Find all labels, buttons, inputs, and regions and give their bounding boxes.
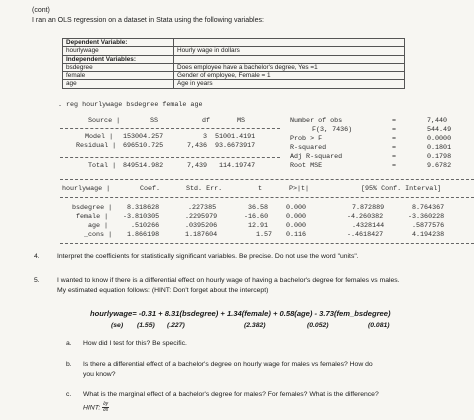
t-value: 12.91 xyxy=(248,222,269,230)
p-header: P>|t| xyxy=(289,185,310,193)
coef-var-header: hourlywage | xyxy=(62,185,111,193)
fit-f-eq: = xyxy=(392,126,397,134)
sub-a-text: How did I test for this? Be specific. xyxy=(83,340,187,347)
se-value: (0.052) xyxy=(307,322,329,329)
fit-adjr2-label: Adj R-squared xyxy=(290,153,343,161)
q4-number: 4. xyxy=(34,253,40,260)
var-desc: Age in years xyxy=(174,80,405,88)
var-desc: Hourly wage in dollars xyxy=(174,47,405,55)
divider xyxy=(60,128,280,129)
anova-total-label: Total | xyxy=(88,162,117,170)
table-row xyxy=(63,39,405,47)
ci-high: 4.194238 xyxy=(412,231,445,239)
independent-header: Independent Variables: xyxy=(63,55,174,63)
divider xyxy=(60,243,474,244)
fit-nobs-eq: = xyxy=(392,117,397,125)
table-row xyxy=(63,80,405,88)
table-row xyxy=(63,47,405,55)
sub-a-letter: a. xyxy=(66,340,72,347)
fit-rmse-label: Root MSE xyxy=(290,162,323,170)
se-value: 1.187604 xyxy=(185,231,218,239)
anova-residual-df: 7,436 xyxy=(187,142,208,150)
anova-residual-ms: 93.6673917 xyxy=(215,142,256,150)
sub-b-letter: b. xyxy=(66,361,72,368)
anova-model-df: 3 xyxy=(203,133,208,141)
q4-text: Interpret the coefficients for statistically significant variables. Be precise. Do not use the word "units". xyxy=(57,253,359,260)
var-name: female xyxy=(63,72,174,80)
t-value: 1.57 xyxy=(256,231,273,239)
anova-total-df: 7,439 xyxy=(187,162,208,170)
se-value: .2295979 xyxy=(185,213,218,221)
fit-nobs-value: 7,440 xyxy=(427,117,448,125)
anova-total-ms: 114.19747 xyxy=(219,162,256,170)
p-value: 0.000 xyxy=(286,222,307,230)
ci-low: .4328144 xyxy=(352,222,385,230)
ci-high: -3.360228 xyxy=(408,213,445,221)
coef-header: Coef. xyxy=(140,185,161,193)
fit-r2-eq: = xyxy=(392,144,397,152)
sub-c-letter: c. xyxy=(66,391,72,398)
coef-var: female | xyxy=(76,213,109,221)
coef-var: age | xyxy=(88,222,109,230)
divider xyxy=(60,179,474,180)
ci-low: -.4618427 xyxy=(347,231,384,239)
anova-source-header: Source | xyxy=(88,117,121,125)
fit-f-value: 544.49 xyxy=(427,126,452,134)
ci-low: -4.260382 xyxy=(347,213,384,221)
coef-var: _cons | xyxy=(84,231,113,239)
fit-r2-label: R-squared xyxy=(290,144,327,152)
se-header: Std. Err. xyxy=(186,185,223,193)
q5-line1: I wanted to know if there is a differential effect on hourly wage of having a bachelor's degree for females vs males. xyxy=(57,277,400,284)
anova-model-ms: 51001.4191 xyxy=(215,133,256,141)
ci-high: 8.764367 xyxy=(412,204,445,212)
se-value: (1.55) xyxy=(137,322,155,329)
p-value: 0.000 xyxy=(286,213,307,221)
t-value: -16.60 xyxy=(244,213,269,221)
variables-table xyxy=(62,38,405,89)
se-value: .227385 xyxy=(188,204,217,212)
stata-command: . reg hourlywage bsdegree female age xyxy=(58,101,203,109)
fraction-numerator: ∂y xyxy=(103,401,109,407)
coef-value: .510266 xyxy=(131,222,160,230)
sub-b-text-cont: you know? xyxy=(83,371,116,378)
t-value: 36.58 xyxy=(248,204,269,212)
fit-prob-value: 0.0000 xyxy=(427,135,452,143)
coef-var: bsdegree | xyxy=(72,204,113,212)
ci-high: .5877576 xyxy=(412,222,445,230)
fit-nobs-label: Number of obs xyxy=(290,117,343,125)
table-row xyxy=(63,63,405,71)
sub-b-text: Is there a differential effect of a bachelor's degree on hourly wage for males vs females? How do xyxy=(83,361,373,368)
anova-ms-header: MS xyxy=(237,117,246,125)
intro-text: I ran an OLS regression on a dataset in Stata using the following variables: xyxy=(32,17,264,24)
table-cell xyxy=(174,55,405,63)
anova-model-ss: 153004.257 xyxy=(123,133,164,141)
se-value: .0395206 xyxy=(185,222,218,230)
anova-total-ss: 849514.982 xyxy=(123,162,164,170)
se-value: (2.382) xyxy=(244,322,266,329)
coef-value: -3.810305 xyxy=(123,213,160,221)
var-name: bsdegree xyxy=(63,63,174,71)
se-value: (.227) xyxy=(167,322,185,329)
se-value: (0.081) xyxy=(368,322,390,329)
ci-header: [95% Conf. Interval] xyxy=(361,185,442,193)
coef-value: 8.318628 xyxy=(127,204,160,212)
ci-low: 7.872889 xyxy=(352,204,385,212)
dependent-header: Dependent Variable: xyxy=(63,39,174,47)
sub-c-text: What is the marginal effect of a bachelor's degree for males? For females? What is the difference? xyxy=(83,391,379,398)
table-row xyxy=(63,55,405,63)
fit-prob-label: Prob > F xyxy=(290,135,323,143)
q5-line2: My estimated equation follows: (HINT: Don't forget about the intercept) xyxy=(57,287,269,294)
table-cell xyxy=(174,39,405,47)
divider xyxy=(60,197,474,198)
p-value: 0.116 xyxy=(286,231,307,239)
cont-label: (cont) xyxy=(32,7,50,14)
fit-f-label: F(3, 7436) xyxy=(312,126,353,134)
coef-value: 1.866198 xyxy=(127,231,160,239)
se-label: (se) xyxy=(111,322,124,329)
anova-df-header: df xyxy=(202,117,211,125)
var-name: hourlywage xyxy=(63,47,174,55)
hint-label: HINT: xyxy=(83,404,101,412)
q5-number: 5. xyxy=(34,277,40,284)
partial-derivative-fraction xyxy=(102,402,109,413)
anova-model-label: Model | xyxy=(85,133,114,141)
fit-prob-eq: = xyxy=(392,135,397,143)
fit-rmse-value: 9.6782 xyxy=(427,162,452,170)
p-value: 0.000 xyxy=(286,204,307,212)
anova-residual-ss: 696510.725 xyxy=(123,142,164,150)
fit-adjr2-value: 0.1798 xyxy=(427,153,452,161)
var-desc: Does employee have a bachelor's degree, Yes =1 xyxy=(174,63,405,71)
anova-ss-header: SS xyxy=(150,117,159,125)
anova-residual-label: Residual | xyxy=(76,142,117,150)
fit-adjr2-eq: = xyxy=(392,153,397,161)
estimated-equation: hourlywage= -0.31 + 8.31(bsdegree) + 1.34(female) + 0.58(age) - 3.73(fem_bsdegree) xyxy=(90,309,391,318)
t-header: t xyxy=(258,185,263,193)
var-name: age xyxy=(63,80,174,88)
var-desc: Gender of employee, Female = 1 xyxy=(174,72,405,80)
fit-rmse-eq: = xyxy=(392,162,397,170)
hint xyxy=(83,402,109,413)
divider xyxy=(60,157,280,158)
fraction-denominator: ∂s xyxy=(103,407,109,413)
table-row xyxy=(63,72,405,80)
fit-r2-value: 0.1801 xyxy=(427,144,452,152)
